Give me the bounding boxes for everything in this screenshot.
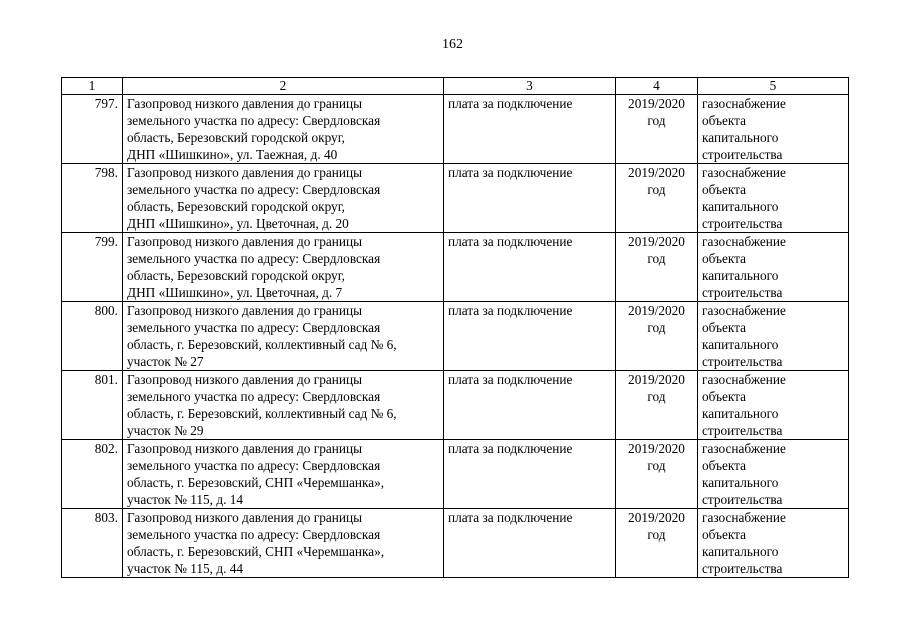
purpose-line: строительства (702, 492, 783, 507)
object-description (123, 233, 444, 302)
basis-cell: плата за подключение (444, 509, 616, 578)
year-line: 2019/2020 (628, 510, 685, 525)
description-line: область, г. Березовский, СНП «Черемшанка», (127, 475, 385, 490)
purpose-cell (698, 440, 849, 509)
basis-cell: плата за подключение (444, 95, 616, 164)
table-row (62, 164, 849, 233)
column-header-4: 4 (616, 78, 698, 95)
description-line: земельного участка по адресу: Свердловская (127, 113, 381, 128)
year-line: 2019/2020 (628, 372, 685, 387)
description-line: область, Березовский городской округ, (127, 268, 345, 283)
description-line: ДНП «Шишкино», ул. Таежная, д. 40 (127, 147, 338, 162)
purpose-line: объекта (702, 527, 747, 542)
object-description (123, 371, 444, 440)
year-line: год (647, 527, 666, 542)
column-header-1: 1 (62, 78, 123, 95)
purpose-line: строительства (702, 354, 783, 369)
basis-cell: плата за подключение (444, 371, 616, 440)
purpose-line: строительства (702, 423, 783, 438)
description-line: земельного участка по адресу: Свердловская (127, 320, 381, 335)
year-line: год (647, 458, 666, 473)
row-number: 802. (62, 440, 123, 509)
purpose-line: строительства (702, 561, 783, 576)
purpose-line: объекта (702, 389, 747, 404)
purpose-line: газоснабжение (702, 372, 786, 387)
description-line: участок № 115, д. 14 (127, 492, 244, 507)
purpose-line: капитального (702, 199, 779, 214)
purpose-line: объекта (702, 251, 747, 266)
description-line: Газопровод низкого давления до границы (127, 510, 363, 525)
purpose-cell (698, 95, 849, 164)
description-line: Газопровод низкого давления до границы (127, 234, 363, 249)
year-line: 2019/2020 (628, 96, 685, 111)
description-line: земельного участка по адресу: Свердловская (127, 389, 381, 404)
year-cell (616, 233, 698, 302)
description-line: земельного участка по адресу: Свердловская (127, 458, 381, 473)
purpose-line: строительства (702, 285, 783, 300)
object-description (123, 164, 444, 233)
basis-cell: плата за подключение (444, 164, 616, 233)
purpose-line: капитального (702, 475, 779, 490)
purpose-line: газоснабжение (702, 510, 786, 525)
purpose-line: капитального (702, 544, 779, 559)
row-number: 799. (62, 233, 123, 302)
description-line: Газопровод низкого давления до границы (127, 441, 363, 456)
description-line: земельного участка по адресу: Свердловская (127, 182, 381, 197)
purpose-line: газоснабжение (702, 96, 786, 111)
year-line: 2019/2020 (628, 303, 685, 318)
year-cell (616, 371, 698, 440)
purpose-line: газоснабжение (702, 303, 786, 318)
year-line: 2019/2020 (628, 165, 685, 180)
column-header-3: 3 (444, 78, 616, 95)
description-line: область, г. Березовский, коллективный сад № 6, (127, 406, 397, 421)
table-body (62, 95, 849, 578)
purpose-line: капитального (702, 406, 779, 421)
basis-cell: плата за подключение (444, 302, 616, 371)
year-cell (616, 164, 698, 233)
year-cell (616, 95, 698, 164)
year-cell (616, 440, 698, 509)
purpose-line: объекта (702, 113, 747, 128)
object-description (123, 440, 444, 509)
purpose-line: капитального (702, 268, 779, 283)
year-line: год (647, 113, 666, 128)
row-number: 801. (62, 371, 123, 440)
purpose-line: строительства (702, 147, 783, 162)
description-line: область, Березовский городской округ, (127, 199, 345, 214)
purpose-line: строительства (702, 216, 783, 231)
purpose-line: газоснабжение (702, 165, 786, 180)
description-line: участок № 29 (127, 423, 204, 438)
description-line: Газопровод низкого давления до границы (127, 372, 363, 387)
description-line: область, Березовский городской округ, (127, 130, 345, 145)
description-line: земельного участка по адресу: Свердловская (127, 251, 381, 266)
year-line: год (647, 251, 666, 266)
row-number: 798. (62, 164, 123, 233)
year-cell (616, 509, 698, 578)
table-row (62, 440, 849, 509)
description-line: участок № 115, д. 44 (127, 561, 244, 576)
description-line: область, г. Березовский, коллективный сад № 6, (127, 337, 397, 352)
object-description (123, 509, 444, 578)
year-line: 2019/2020 (628, 234, 685, 249)
row-number: 800. (62, 302, 123, 371)
row-number: 803. (62, 509, 123, 578)
basis-cell: плата за подключение (444, 440, 616, 509)
object-description (123, 302, 444, 371)
purpose-line: капитального (702, 130, 779, 145)
description-line: участок № 27 (127, 354, 204, 369)
purpose-cell (698, 371, 849, 440)
table-row (62, 509, 849, 578)
purpose-line: газоснабжение (702, 441, 786, 456)
purpose-cell (698, 164, 849, 233)
year-line: год (647, 389, 666, 404)
description-line: Газопровод низкого давления до границы (127, 96, 363, 111)
object-description (123, 95, 444, 164)
purpose-line: капитального (702, 337, 779, 352)
description-line: ДНП «Шишкино», ул. Цветочная, д. 7 (127, 285, 343, 300)
row-number: 797. (62, 95, 123, 164)
table-row (62, 233, 849, 302)
purpose-line: объекта (702, 182, 747, 197)
description-line: ДНП «Шишкино», ул. Цветочная, д. 20 (127, 216, 349, 231)
purpose-cell (698, 509, 849, 578)
purpose-line: объекта (702, 458, 747, 473)
infrastructure-table (61, 77, 849, 578)
table-header-row (62, 78, 849, 95)
description-line: Газопровод низкого давления до границы (127, 303, 363, 318)
year-cell (616, 302, 698, 371)
page-number: 162 (442, 37, 463, 52)
year-line: год (647, 182, 666, 197)
description-line: Газопровод низкого давления до границы (127, 165, 363, 180)
table-row (62, 371, 849, 440)
description-line: земельного участка по адресу: Свердловская (127, 527, 381, 542)
purpose-cell (698, 302, 849, 371)
description-line: область, г. Березовский, СНП «Черемшанка», (127, 544, 385, 559)
year-line: 2019/2020 (628, 441, 685, 456)
purpose-line: объекта (702, 320, 747, 335)
table-row (62, 95, 849, 164)
basis-cell: плата за подключение (444, 233, 616, 302)
table-row (62, 302, 849, 371)
purpose-cell (698, 233, 849, 302)
purpose-line: газоснабжение (702, 234, 786, 249)
column-header-5: 5 (698, 78, 849, 95)
year-line: год (647, 320, 666, 335)
column-header-2: 2 (123, 78, 444, 95)
